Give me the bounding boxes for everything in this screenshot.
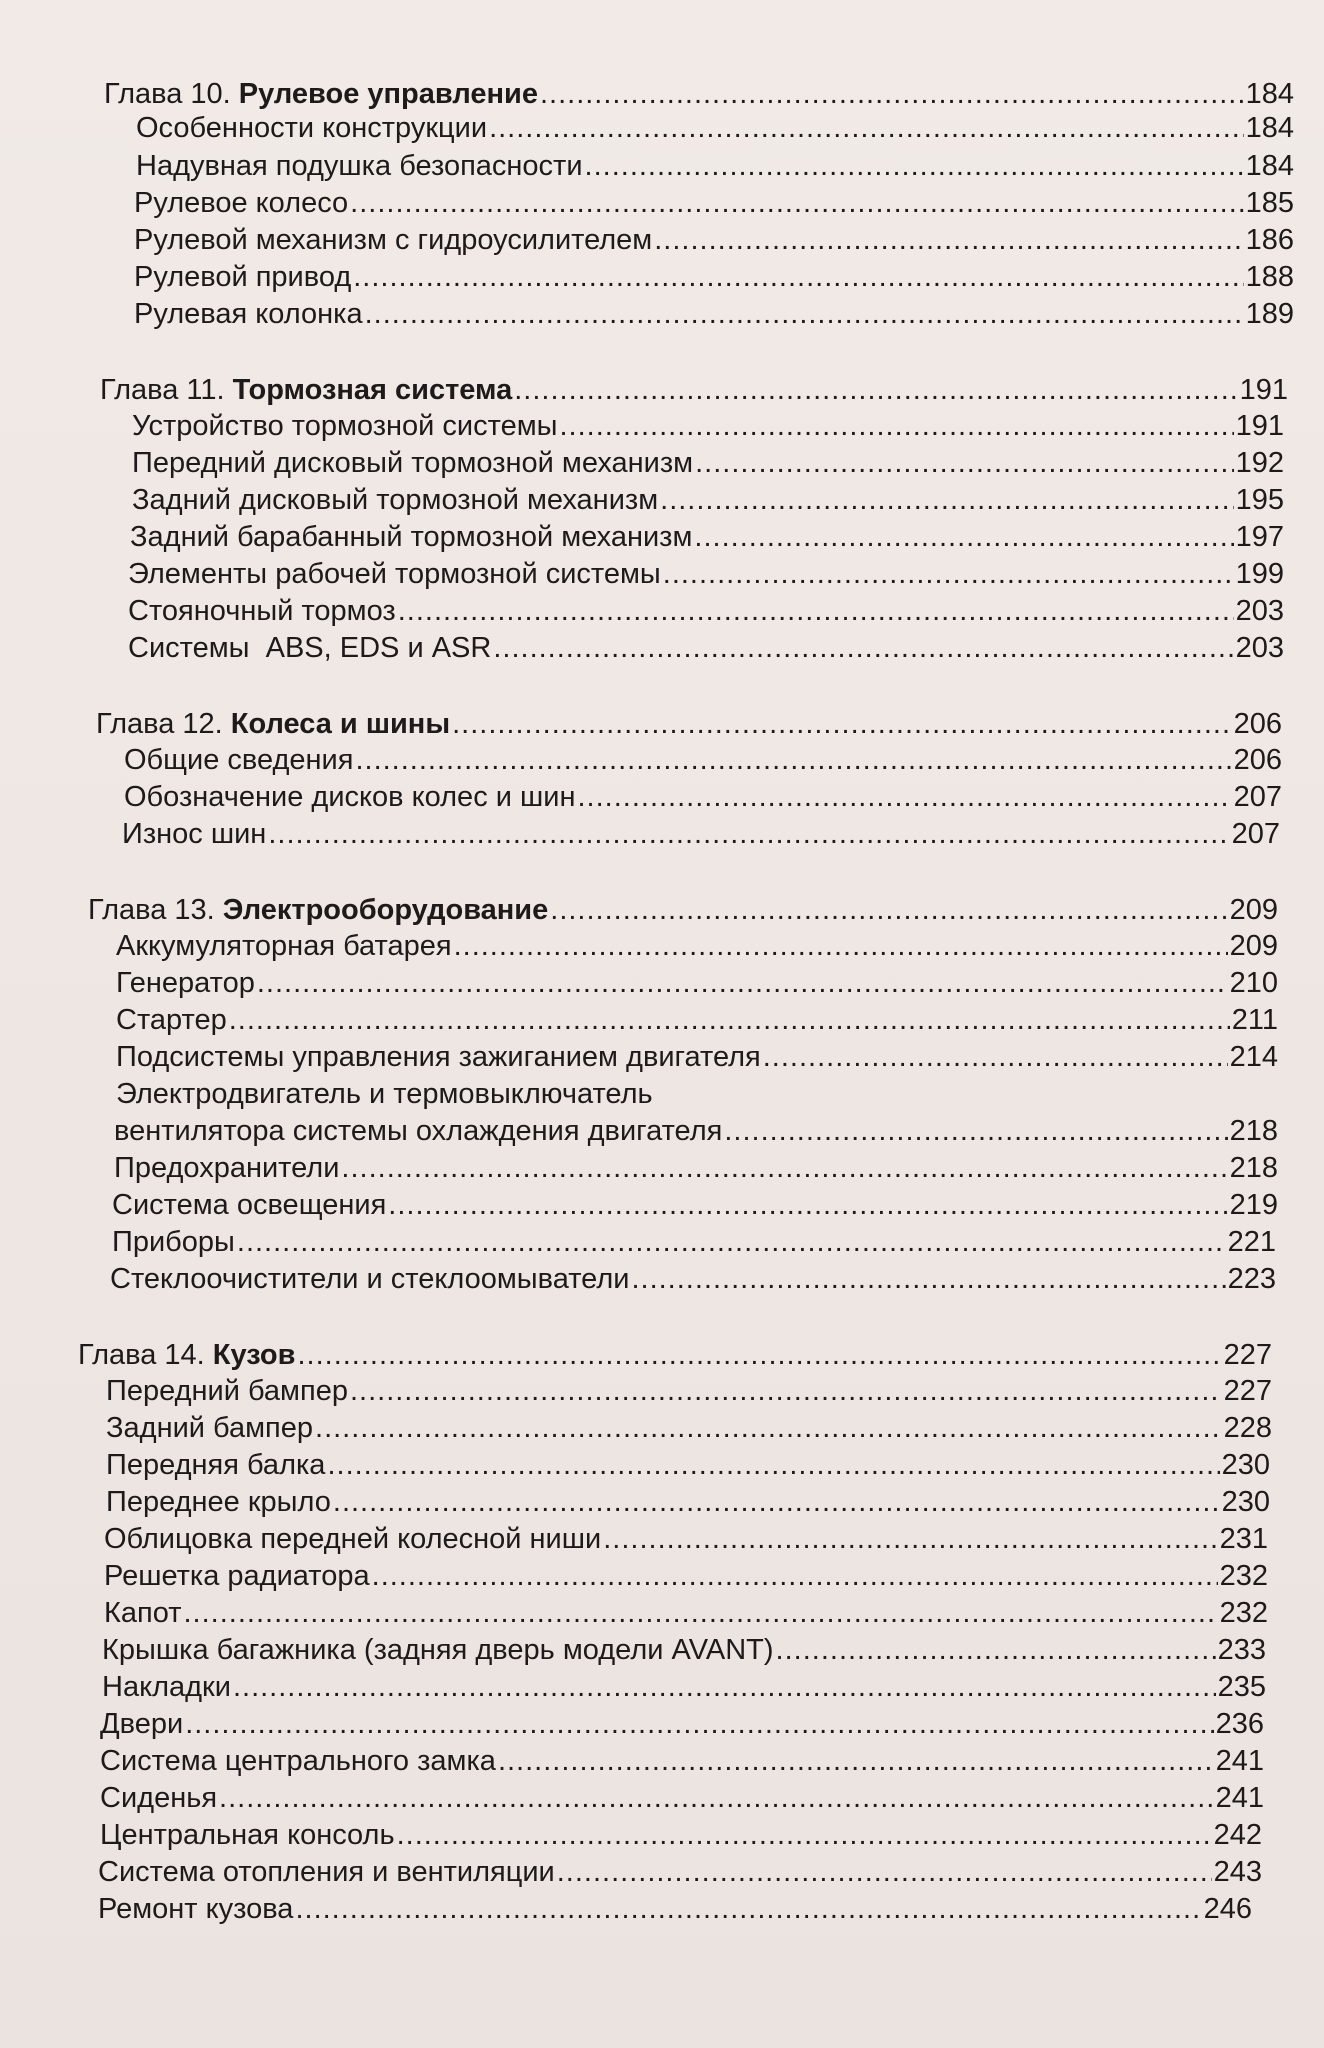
toc-entry [128,593,1284,630]
dot-leader [454,928,1228,965]
dot-leader [695,445,1234,482]
toc-entry [136,110,1294,147]
chapter-label: Глава 12. [96,708,223,740]
chapter-12-heading [96,706,1282,743]
dot-leader [763,1039,1228,1076]
dot-leader [184,1595,1218,1632]
dot-leader [540,76,1244,113]
chapter-label: Глава 11. [100,374,225,406]
page-number: 214 [1229,1041,1278,1073]
toc-entry [134,222,1294,259]
page-number: 210 [1229,967,1278,999]
toc-entry [106,1410,1272,1447]
toc-entry [98,1891,1252,1928]
chapter-11-heading [100,372,1288,409]
toc-entry [100,1706,1264,1743]
chapter-title: Рулевое управление [238,78,538,110]
entry-title: Рулевая колонка [134,298,363,330]
entry-title: Рулевое колесо [134,187,349,219]
entry-title: Сиденья [100,1782,218,1814]
dot-leader [350,1373,1222,1410]
page-number: 206 [1233,744,1282,776]
dot-leader [452,706,1232,743]
page-number: 218 [1229,1115,1278,1147]
toc-entry [134,296,1294,333]
dot-leader [654,222,1243,259]
chapter-title: Электрооборудование [222,894,549,926]
dot-leader [398,593,1234,630]
entry-title: Рулевой механизм с гидроусилителем [134,224,653,256]
page-number: 228 [1223,1412,1272,1444]
entry-title: Генератор [116,967,255,999]
entry-title: Двери [100,1708,184,1740]
chapter-13-heading [88,892,1278,929]
page-number: 241 [1215,1782,1264,1814]
dot-leader [397,1817,1212,1854]
page-number: 227 [1223,1375,1272,1407]
toc-entry [134,259,1294,296]
toc-entry [102,1669,1266,1706]
page-number: 186 [1245,224,1294,256]
toc-entry [116,1002,1278,1039]
page-number: 189 [1245,298,1294,330]
dot-leader [776,1632,1216,1669]
chapter-label: Глава 13. [88,894,215,926]
page-number: 235 [1217,1671,1266,1703]
dot-leader [315,1410,1222,1447]
entry-title: Переднее крыло [106,1486,331,1518]
toc-entry [124,779,1282,816]
page-number: 221 [1227,1226,1276,1258]
toc-entry [106,1484,1270,1521]
toc-entry [132,445,1284,482]
dot-leader [388,1187,1227,1224]
chapter-label: Глава 10. [104,78,231,110]
page-number: 184 [1245,78,1294,110]
page-number: 203 [1235,632,1284,664]
dot-leader [559,408,1233,445]
dot-leader [333,1484,1220,1521]
dot-leader [365,296,1244,333]
toc-entry [106,1447,1270,1484]
toc-entry [114,1150,1278,1187]
dot-leader [229,1002,1230,1039]
page-number: 209 [1229,930,1278,962]
toc-entry [106,1373,1272,1410]
toc-entry [130,519,1284,556]
dot-leader [327,1447,1219,1484]
dot-leader [297,1337,1221,1374]
toc-entry [116,1039,1278,1076]
toc-entry [100,1817,1262,1854]
entry-title: Подсистемы управления зажиганием двигателя [116,1041,761,1073]
page-number: 192 [1235,447,1284,479]
entry-title: вентилятора системы охлаждения двигателя [114,1115,723,1147]
entry-title: Крышка багажника (задняя дверь модели AVANT) [102,1634,774,1666]
page-number: 206 [1233,708,1282,740]
chapter-title: Колеса и шины [230,708,451,740]
dot-leader [550,892,1227,929]
page-number: 233 [1217,1634,1266,1666]
entry-title: Ремонт кузова [98,1893,294,1925]
toc-entry [122,816,1280,853]
dot-leader [268,816,1229,853]
dot-leader [493,630,1233,667]
entry-title: Облицовка передней колесной ниши [104,1523,602,1555]
entry-title: Приборы [112,1226,235,1258]
toc-entry [132,408,1284,445]
dot-leader [355,742,1231,779]
dot-leader [585,148,1244,185]
dot-leader [257,965,1228,1002]
entry-title: Системы ABS, EDS и ASR [128,632,492,664]
entry-title: Рулевой привод [134,261,352,293]
toc-entry [104,1558,1268,1595]
dot-leader [724,1113,1227,1150]
dot-leader [353,259,1243,296]
page-number: 232 [1219,1597,1268,1629]
entry-title: Задний дисковый тормозной механизм [132,484,659,516]
page-number: 236 [1215,1708,1264,1740]
entry-title: Накладки [102,1671,231,1703]
entry-title: Система центрального замка [100,1745,496,1777]
dot-leader [350,185,1243,222]
dot-leader [557,1854,1212,1891]
entry-title: Передний бампер [106,1375,348,1407]
page-number: 191 [1235,410,1284,442]
entry-title: Передняя балка [106,1449,326,1481]
dot-leader [295,1891,1201,1928]
entry-title: Элементы рабочей тормозной системы [128,558,661,590]
page-number: 209 [1229,894,1278,926]
entry-title: Аккумуляторная батарея [116,930,452,962]
entry-title: Стартер [116,1004,227,1036]
entry-title: Обозначение дисков колес и шин [124,781,576,813]
chapter-14-heading [78,1337,1272,1374]
page-number: 191 [1239,374,1288,406]
toc-entry [128,630,1284,667]
toc-entry [112,1187,1278,1224]
dot-leader [185,1706,1213,1743]
entry-title: Предохранители [114,1152,340,1184]
entry-title: Центральная консоль [100,1819,395,1851]
entry-title: Задний барабанный тормозной механизм [130,521,693,553]
page-number: 188 [1245,261,1294,293]
dot-leader [663,556,1234,593]
toc-entry [124,742,1282,779]
page-number: 242 [1213,1819,1262,1851]
page-number: 231 [1219,1523,1268,1555]
dot-leader [233,1669,1216,1706]
dot-leader [577,779,1231,816]
toc-entry [104,1521,1268,1558]
dot-leader [631,1261,1225,1298]
toc-entry [98,1854,1262,1891]
dot-leader [489,110,1244,147]
toc-entry [116,928,1278,965]
toc-entry [128,556,1284,593]
entry-title: Надувная подушка безопасности [136,150,583,182]
entry-title: Система отопления и вентиляции [98,1856,555,1888]
page-number: 219 [1229,1189,1278,1221]
entry-title: Износ шин [122,818,267,850]
chapter-title: Тормозная система [232,374,513,406]
page-number: 185 [1245,187,1294,219]
toc-entry [114,1113,1278,1150]
dot-leader [219,1780,1214,1817]
toc-entry-continued: Электродвигатель и термовыключатель [116,1078,653,1110]
chapter-label: Глава 14. [78,1339,205,1371]
page-number: 203 [1235,595,1284,627]
dot-leader [372,1558,1218,1595]
page-number: 232 [1219,1560,1268,1592]
page-number: 223 [1227,1263,1276,1295]
entry-title: Передний дисковый тормозной механизм [132,447,694,479]
dot-leader [341,1150,1227,1187]
page-number: 230 [1221,1486,1270,1518]
entry-title: Особенности конструкции [136,112,488,144]
page-number: 230 [1221,1449,1270,1481]
entry-title: Решетка радиатора [104,1560,370,1592]
page-number: 184 [1245,112,1294,144]
toc-entry [116,965,1278,1002]
toc-entry [136,148,1294,185]
page-number: 241 [1215,1745,1264,1777]
entry-title: Общие сведения [124,744,354,776]
entry-title: Устройство тормозной системы [132,410,558,442]
page-number: 243 [1213,1856,1262,1888]
toc-entry [110,1261,1276,1298]
page-number: 207 [1231,818,1280,850]
page-number: 207 [1233,781,1282,813]
toc-entry [112,1224,1276,1261]
entry-title: Система освещения [112,1189,387,1221]
toc-entry [134,185,1294,222]
dot-leader [660,482,1233,519]
toc-entry [100,1743,1264,1780]
page-number: 227 [1223,1339,1272,1371]
entry-title: Капот [104,1597,182,1629]
page-number: 184 [1245,150,1294,182]
dot-leader [603,1521,1217,1558]
page-number: 211 [1231,1004,1278,1036]
chapter-title: Кузов [212,1339,296,1371]
page-number: 195 [1235,484,1284,516]
dot-leader [694,519,1233,556]
toc-entry [102,1632,1266,1669]
toc-entry [100,1780,1264,1817]
entry-title: Задний бампер [106,1412,314,1444]
dot-leader [498,1743,1214,1780]
toc-entry [104,1595,1268,1632]
page-number: 197 [1235,521,1284,553]
entry-title: Стеклоочистители и стеклоомыватели [110,1263,630,1295]
page-number: 246 [1203,1893,1252,1925]
entry-title: Стояночный тормоз [128,595,396,627]
dot-leader [514,372,1237,409]
toc-entry [132,482,1284,519]
page-number: 199 [1235,558,1284,590]
chapter-10-heading [104,76,1294,113]
dot-leader [237,1224,1226,1261]
page-number: 218 [1229,1152,1278,1184]
